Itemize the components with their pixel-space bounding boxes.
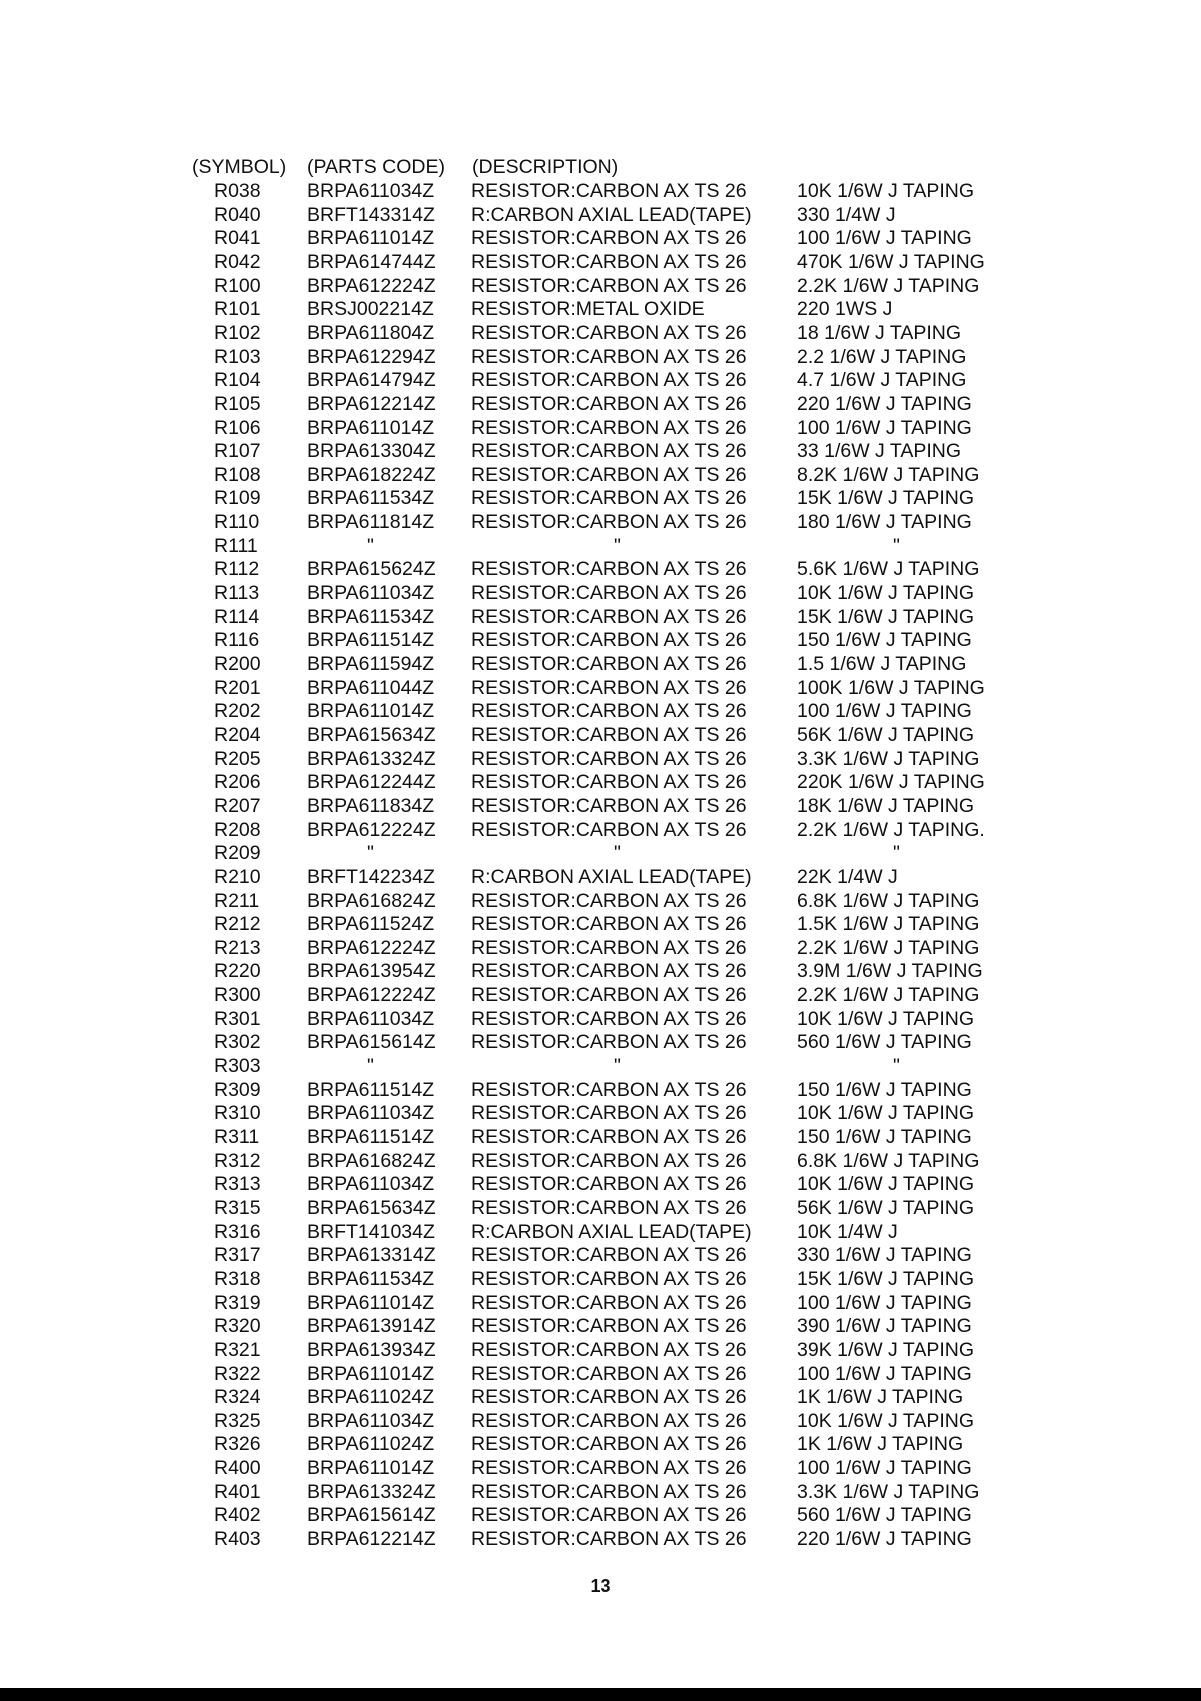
value-cell: 100 1/6W J TAPING — [797, 1457, 972, 1480]
description-cell: RESISTOR:CARBON AX TS 26 — [471, 1409, 747, 1432]
parts-code-cell: BRPA613914Z — [307, 1315, 436, 1338]
parts-code-cell: BRFT142234Z — [307, 865, 435, 888]
table-row — [0, 842, 1201, 865]
parts-code-cell: BRPA612224Z — [307, 984, 436, 1007]
parts-code-cell: BRPA611034Z — [307, 1007, 435, 1030]
symbol-cell: R311 — [214, 1126, 260, 1148]
parts-code-cell: BRPA611534Z — [307, 605, 435, 628]
value-cell: 100K 1/6W J TAPING — [797, 676, 985, 699]
parts-code-cell: BRPA611034Z — [307, 1409, 435, 1432]
parts-code-cell: BRPA611034Z — [307, 1102, 435, 1125]
table-row — [0, 251, 1201, 274]
description-cell: RESISTOR:CARBON AX TS 26 — [471, 511, 747, 534]
description-cell: " — [614, 534, 621, 557]
description-cell: RESISTOR:CARBON AX TS 26 — [471, 227, 747, 250]
parts-code-cell: BRPA611044Z — [307, 676, 435, 699]
value-cell: 470K 1/6W J TAPING — [797, 250, 985, 273]
parts-code-cell: BRPA612214Z — [307, 1528, 436, 1551]
description-cell: R:CARBON AXIAL LEAD(TAPE) — [471, 203, 752, 226]
description-cell: " — [614, 1055, 621, 1078]
parts-code-cell: BRPA611014Z — [307, 1362, 435, 1385]
table-row — [0, 582, 1201, 605]
parts-code-cell: BRFT143314Z — [307, 203, 435, 226]
value-cell: 10K 1/6W J TAPING — [797, 1173, 975, 1196]
parts-code-cell: BRPA614794Z — [307, 369, 436, 392]
table-row — [0, 653, 1201, 676]
table-row — [0, 511, 1201, 534]
header-symbol: (SYMBOL) — [192, 156, 287, 178]
description-cell: " — [614, 842, 621, 865]
table-row — [0, 1528, 1201, 1551]
parts-code-cell: BRPA613304Z — [307, 440, 436, 463]
table-row — [0, 393, 1201, 416]
description-cell: RESISTOR:CARBON AX TS 26 — [471, 700, 747, 723]
description-cell: RESISTOR:CARBON AX TS 26 — [471, 440, 747, 463]
symbol-cell: R100 — [214, 274, 261, 297]
parts-code-cell: BRPA618224Z — [307, 463, 436, 486]
parts-code-cell: BRPA611014Z — [307, 1457, 435, 1480]
table-row — [0, 748, 1201, 771]
value-cell: 100 1/6W J TAPING — [797, 1362, 972, 1385]
parts-code-cell: BRPA615614Z — [307, 1504, 436, 1527]
parts-code-cell: BRPA613324Z — [307, 747, 436, 770]
table-row — [0, 677, 1201, 700]
value-cell: 100 1/6W J TAPING — [797, 1291, 972, 1314]
value-cell: 100 1/6W J TAPING — [797, 700, 972, 723]
table-row — [0, 535, 1201, 558]
symbol-cell: R202 — [214, 700, 261, 723]
value-cell: 18 1/6W J TAPING — [797, 321, 961, 344]
symbol-cell: R207 — [214, 794, 261, 817]
value-cell: 4.7 1/6W J TAPING — [797, 369, 967, 392]
symbol-cell: R042 — [214, 250, 261, 273]
description-cell: RESISTOR:CARBON AX TS 26 — [471, 629, 747, 652]
description-cell: RESISTOR:CARBON AX TS 26 — [471, 676, 747, 699]
parts-code-cell: BRPA611034Z — [307, 1173, 435, 1196]
symbol-cell: R403 — [214, 1528, 261, 1551]
symbol-cell: R302 — [214, 1031, 261, 1054]
value-cell: 22K 1/4W J — [797, 865, 898, 888]
table-row — [0, 606, 1201, 629]
table-row — [0, 558, 1201, 581]
parts-code-cell: BRSJ002214Z — [307, 298, 434, 321]
table-row — [0, 440, 1201, 463]
table-row — [0, 629, 1201, 652]
value-cell: " — [893, 1055, 900, 1078]
parts-code-cell: BRPA615634Z — [307, 723, 436, 746]
symbol-cell: R320 — [214, 1315, 261, 1338]
value-cell: 1K 1/6W J TAPING — [797, 1433, 964, 1456]
value-cell: 2.2K 1/6W J TAPING. — [797, 818, 985, 841]
parts-code-cell: BRPA616824Z — [307, 889, 436, 912]
parts-code-cell: BRPA611534Z — [307, 1267, 435, 1290]
parts-code-cell: BRPA612294Z — [307, 345, 436, 368]
table-row — [0, 298, 1201, 321]
value-cell: 18K 1/6W J TAPING — [797, 794, 975, 817]
symbol-cell: R108 — [214, 463, 261, 486]
table-row — [0, 369, 1201, 392]
value-cell: 8.2K 1/6W J TAPING — [797, 463, 980, 486]
parts-code-cell: BRPA611024Z — [307, 1386, 435, 1409]
parts-code-cell: BRPA611514Z — [307, 1126, 435, 1148]
value-cell: 3.3K 1/6W J TAPING — [797, 747, 980, 770]
description-cell: RESISTOR:CARBON AX TS 26 — [471, 487, 747, 510]
parts-code-cell: BRPA613954Z — [307, 960, 436, 983]
table-row — [0, 1481, 1201, 1504]
description-cell: RESISTOR:CARBON AX TS 26 — [471, 1196, 747, 1219]
parts-code-cell: BRPA611534Z — [307, 487, 435, 510]
parts-code-cell: BRPA611014Z — [307, 700, 435, 723]
description-cell: RESISTOR:CARBON AX TS 26 — [471, 984, 747, 1007]
parts-code-cell: BRPA611014Z — [307, 416, 435, 439]
description-cell: RESISTOR:CARBON AX TS 26 — [471, 1433, 747, 1456]
description-cell: RESISTOR:CARBON AX TS 26 — [471, 1007, 747, 1030]
parts-code-cell: BRPA615614Z — [307, 1031, 436, 1054]
description-cell: RESISTOR:CARBON AX TS 26 — [471, 794, 747, 817]
description-cell: RESISTOR:CARBON AX TS 26 — [471, 274, 747, 297]
parts-code-cell: BRPA611514Z — [307, 629, 435, 652]
symbol-cell: R107 — [214, 440, 261, 463]
symbol-cell: R325 — [214, 1409, 261, 1432]
page-number: 13 — [590, 1576, 611, 1596]
symbol-cell: R200 — [214, 653, 261, 675]
symbol-cell: R313 — [214, 1173, 261, 1196]
symbol-cell: R301 — [214, 1007, 261, 1030]
table-row — [0, 275, 1201, 298]
value-cell: 6.8K 1/6W J TAPING — [797, 1149, 980, 1172]
description-cell: RESISTOR:CARBON AX TS 26 — [471, 463, 747, 486]
value-cell: 10K 1/6W J TAPING — [797, 1007, 975, 1030]
description-cell: RESISTOR:CARBON AX TS 26 — [471, 321, 747, 344]
value-cell: 2.2K 1/6W J TAPING — [797, 274, 980, 297]
symbol-cell: R106 — [214, 416, 261, 439]
symbol-cell: R204 — [214, 723, 261, 746]
description-cell: RESISTOR:CARBON AX TS 26 — [471, 180, 747, 202]
table-row — [0, 1079, 1201, 1102]
table-row — [0, 1315, 1201, 1338]
description-cell: RESISTOR:CARBON AX TS 26 — [471, 1102, 747, 1125]
value-cell: 15K 1/6W J TAPING — [797, 605, 975, 628]
value-cell: " — [893, 842, 900, 865]
table-row — [0, 1433, 1201, 1456]
description-cell: RESISTOR:CARBON AX TS 26 — [471, 1457, 747, 1480]
value-cell: 1K 1/6W J TAPING — [797, 1386, 964, 1409]
symbol-cell: R318 — [214, 1267, 261, 1290]
table-row — [0, 1268, 1201, 1291]
value-cell: 3.9M 1/6W J TAPING — [797, 960, 983, 983]
parts-code-cell: BRPA612224Z — [307, 818, 436, 841]
parts-code-cell: BRPA616824Z — [307, 1149, 436, 1172]
description-cell: RESISTOR:CARBON AX TS 26 — [471, 723, 747, 746]
description-cell: RESISTOR:CARBON AX TS 26 — [471, 818, 747, 841]
table-row — [0, 795, 1201, 818]
symbol-cell: R317 — [214, 1244, 261, 1267]
description-cell: RESISTOR:CARBON AX TS 26 — [471, 1315, 747, 1338]
table-row — [0, 700, 1201, 723]
symbol-cell: R040 — [214, 203, 261, 226]
description-cell: RESISTOR:CARBON AX TS 26 — [471, 771, 747, 794]
description-cell: RESISTOR:CARBON AX TS 26 — [471, 1078, 747, 1101]
description-cell: RESISTOR:CARBON AX TS 26 — [471, 250, 747, 273]
symbol-cell: R319 — [214, 1291, 261, 1314]
description-cell: RESISTOR:CARBON AX TS 26 — [471, 1504, 747, 1527]
symbol-cell: R316 — [214, 1220, 261, 1243]
description-cell: RESISTOR:CARBON AX TS 26 — [471, 582, 747, 605]
table-row — [0, 346, 1201, 369]
symbol-cell: R041 — [214, 227, 261, 250]
value-cell: 220 1/6W J TAPING — [797, 1528, 972, 1551]
parts-code-cell: BRPA615624Z — [307, 558, 436, 581]
parts-code-cell: BRPA611024Z — [307, 1433, 435, 1456]
table-row — [0, 1504, 1201, 1527]
table-row — [0, 819, 1201, 842]
description-cell: RESISTOR:CARBON AX TS 26 — [471, 1126, 747, 1148]
value-cell: 330 1/4W J — [797, 203, 896, 226]
description-cell: RESISTOR:CARBON AX TS 26 — [471, 1244, 747, 1267]
symbol-cell: R208 — [214, 818, 261, 841]
symbol-cell: R105 — [214, 392, 261, 415]
value-cell: 15K 1/6W J TAPING — [797, 487, 975, 510]
table-header — [0, 156, 1201, 179]
value-cell: 330 1/6W J TAPING — [797, 1244, 972, 1267]
description-cell: RESISTOR:CARBON AX TS 26 — [471, 1338, 747, 1361]
parts-code-cell: " — [367, 842, 374, 865]
value-cell: 390 1/6W J TAPING — [797, 1315, 972, 1338]
description-cell: RESISTOR:CARBON AX TS 26 — [471, 747, 747, 770]
parts-code-cell: BRPA611014Z — [307, 1291, 435, 1314]
value-cell: 1.5K 1/6W J TAPING — [797, 913, 980, 936]
value-cell: 1.5 1/6W J TAPING — [797, 653, 967, 675]
header-parts-code: (PARTS CODE) — [307, 156, 445, 178]
symbol-cell: R112 — [214, 558, 260, 581]
table-row — [0, 1221, 1201, 1244]
value-cell: 56K 1/6W J TAPING — [797, 723, 975, 746]
symbol-cell: R220 — [214, 960, 261, 983]
value-cell: 56K 1/6W J TAPING — [797, 1196, 975, 1219]
symbol-cell: R111 — [214, 534, 258, 557]
symbol-cell: R205 — [214, 747, 261, 770]
symbol-cell: R322 — [214, 1362, 261, 1385]
table-row — [0, 1244, 1201, 1267]
symbol-cell: R326 — [214, 1433, 261, 1456]
parts-code-cell: BRPA611514Z — [307, 1078, 435, 1101]
symbol-cell: R113 — [214, 582, 260, 605]
value-cell: 2.2K 1/6W J TAPING — [797, 984, 980, 1007]
parts-code-cell: BRFT141034Z — [307, 1220, 435, 1243]
parts-code-cell: BRPA611014Z — [307, 227, 435, 250]
description-cell: RESISTOR:CARBON AX TS 26 — [471, 345, 747, 368]
table-row — [0, 866, 1201, 889]
table-row — [0, 464, 1201, 487]
symbol-cell: R303 — [214, 1055, 261, 1078]
symbol-cell: R038 — [214, 180, 261, 202]
table-row — [0, 913, 1201, 936]
parts-code-cell: BRPA614744Z — [307, 250, 436, 273]
parts-code-cell: BRPA611034Z — [307, 582, 435, 605]
value-cell: 10K 1/6W J TAPING — [797, 1102, 975, 1125]
parts-code-cell: BRPA611524Z — [307, 913, 435, 936]
description-cell: RESISTOR:CARBON AX TS 26 — [471, 936, 747, 959]
symbol-cell: R212 — [214, 913, 261, 936]
value-cell: 220 1WS J — [797, 298, 893, 321]
symbol-cell: R402 — [214, 1504, 261, 1527]
value-cell: 220K 1/6W J TAPING — [797, 771, 985, 794]
scan-edge-bar — [0, 1688, 1201, 1701]
description-cell: RESISTOR:CARBON AX TS 26 — [471, 1362, 747, 1385]
symbol-cell: R213 — [214, 936, 261, 959]
symbol-cell: R315 — [214, 1196, 261, 1219]
table-row — [0, 1102, 1201, 1125]
description-cell: RESISTOR:CARBON AX TS 26 — [471, 558, 747, 581]
symbol-cell: R309 — [214, 1078, 261, 1101]
parts-code-cell: " — [367, 534, 374, 557]
description-cell: RESISTOR:CARBON AX TS 26 — [471, 1480, 747, 1503]
table-row — [0, 180, 1201, 203]
table-row — [0, 984, 1201, 1007]
value-cell: 10K 1/6W J TAPING — [797, 582, 975, 605]
symbol-cell: R211 — [214, 889, 260, 912]
table-row — [0, 1457, 1201, 1480]
table-row — [0, 1197, 1201, 1220]
value-cell: 6.8K 1/6W J TAPING — [797, 889, 980, 912]
value-cell: 15K 1/6W J TAPING — [797, 1267, 975, 1290]
symbol-cell: R321 — [214, 1338, 261, 1361]
value-cell: 10K 1/6W J TAPING — [797, 1409, 975, 1432]
description-cell: RESISTOR:CARBON AX TS 26 — [471, 1173, 747, 1196]
parts-code-cell: BRPA612224Z — [307, 936, 436, 959]
description-cell: RESISTOR:CARBON AX TS 26 — [471, 1031, 747, 1054]
symbol-cell: R103 — [214, 345, 261, 368]
symbol-cell: R104 — [214, 369, 261, 392]
description-cell: RESISTOR:CARBON AX TS 26 — [471, 369, 747, 392]
value-cell: 180 1/6W J TAPING — [797, 511, 972, 534]
value-cell: 2.2K 1/6W J TAPING — [797, 936, 980, 959]
description-cell: RESISTOR:CARBON AX TS 26 — [471, 1267, 747, 1290]
description-cell: RESISTOR:CARBON AX TS 26 — [471, 913, 747, 936]
value-cell: 150 1/6W J TAPING — [797, 1078, 972, 1101]
symbol-cell: R300 — [214, 984, 261, 1007]
value-cell: 3.3K 1/6W J TAPING — [797, 1480, 980, 1503]
symbol-cell: R312 — [214, 1149, 261, 1172]
table-row — [0, 1173, 1201, 1196]
symbol-cell: R114 — [214, 605, 260, 628]
parts-code-cell: BRPA611834Z — [307, 794, 435, 817]
table-row — [0, 1055, 1201, 1078]
value-cell: 5.6K 1/6W J TAPING — [797, 558, 980, 581]
description-cell: R:CARBON AXIAL LEAD(TAPE) — [471, 1220, 752, 1243]
table-row — [0, 1386, 1201, 1409]
symbol-cell: R101 — [214, 298, 261, 321]
value-cell: 560 1/6W J TAPING — [797, 1031, 972, 1054]
table-row — [0, 937, 1201, 960]
table-row — [0, 890, 1201, 913]
symbol-cell: R310 — [214, 1102, 261, 1125]
table-row — [0, 1150, 1201, 1173]
value-cell: 33 1/6W J TAPING — [797, 440, 961, 463]
symbol-cell: R210 — [214, 865, 261, 888]
table-row — [0, 960, 1201, 983]
value-cell: 10K 1/6W J TAPING — [797, 180, 975, 202]
table-row — [0, 1126, 1201, 1149]
parts-code-cell: BRPA611034Z — [307, 180, 435, 202]
symbol-cell: R110 — [214, 511, 260, 534]
symbol-cell: R102 — [214, 321, 261, 344]
value-cell: 100 1/6W J TAPING — [797, 227, 972, 250]
value-cell: 39K 1/6W J TAPING — [797, 1338, 975, 1361]
parts-code-cell: BRPA613324Z — [307, 1480, 436, 1503]
symbol-cell: R109 — [214, 487, 261, 510]
header-description: (DESCRIPTION) — [472, 156, 619, 178]
value-cell: 10K 1/4W J — [797, 1220, 898, 1243]
symbol-cell: R209 — [214, 842, 261, 865]
value-cell: 220 1/6W J TAPING — [797, 392, 972, 415]
table-row — [0, 724, 1201, 747]
table-row — [0, 322, 1201, 345]
parts-code-cell: BRPA613314Z — [307, 1244, 436, 1267]
table-row — [0, 417, 1201, 440]
description-cell: RESISTOR:CARBON AX TS 26 — [471, 889, 747, 912]
table-row — [0, 1292, 1201, 1315]
table-row — [0, 227, 1201, 250]
table-row — [0, 1363, 1201, 1386]
table-row — [0, 1031, 1201, 1054]
description-cell: RESISTOR:CARBON AX TS 26 — [471, 1291, 747, 1314]
parts-code-cell: BRPA615634Z — [307, 1196, 436, 1219]
parts-code-cell: BRPA611804Z — [307, 321, 435, 344]
symbol-cell: R206 — [214, 771, 261, 794]
value-cell: 150 1/6W J TAPING — [797, 629, 972, 652]
symbol-cell: R401 — [214, 1480, 261, 1503]
symbol-cell: R400 — [214, 1457, 261, 1480]
table-row — [0, 1008, 1201, 1031]
description-cell: RESISTOR:CARBON AX TS 26 — [471, 960, 747, 983]
parts-code-cell: BRPA613934Z — [307, 1338, 436, 1361]
table-row — [0, 771, 1201, 794]
parts-code-cell: BRPA612224Z — [307, 274, 436, 297]
value-cell: 560 1/6W J TAPING — [797, 1504, 972, 1527]
value-cell: 100 1/6W J TAPING — [797, 416, 972, 439]
table-row — [0, 487, 1201, 510]
description-cell: RESISTOR:CARBON AX TS 26 — [471, 1386, 747, 1409]
description-cell: RESISTOR:CARBON AX TS 26 — [471, 605, 747, 628]
description-cell: RESISTOR:CARBON AX TS 26 — [471, 1528, 747, 1551]
description-cell: RESISTOR:METAL OXIDE — [471, 298, 705, 321]
table-row — [0, 204, 1201, 227]
description-cell: R:CARBON AXIAL LEAD(TAPE) — [471, 865, 752, 888]
table-row — [0, 1410, 1201, 1433]
symbol-cell: R324 — [214, 1386, 261, 1409]
parts-code-cell: BRPA612244Z — [307, 771, 436, 794]
description-cell: RESISTOR:CARBON AX TS 26 — [471, 392, 747, 415]
parts-code-cell: " — [367, 1055, 374, 1078]
symbol-cell: R201 — [214, 676, 261, 699]
table-row — [0, 1339, 1201, 1362]
value-cell: 150 1/6W J TAPING — [797, 1126, 972, 1148]
symbol-cell: R116 — [214, 629, 260, 652]
description-cell: RESISTOR:CARBON AX TS 26 — [471, 1149, 747, 1172]
description-cell: RESISTOR:CARBON AX TS 26 — [471, 653, 747, 675]
value-cell: 2.2 1/6W J TAPING — [797, 345, 967, 368]
parts-code-cell: BRPA611594Z — [307, 653, 435, 675]
parts-code-cell: BRPA611814Z — [307, 511, 435, 534]
description-cell: RESISTOR:CARBON AX TS 26 — [471, 416, 747, 439]
value-cell: " — [893, 534, 900, 557]
parts-code-cell: BRPA612214Z — [307, 392, 436, 415]
